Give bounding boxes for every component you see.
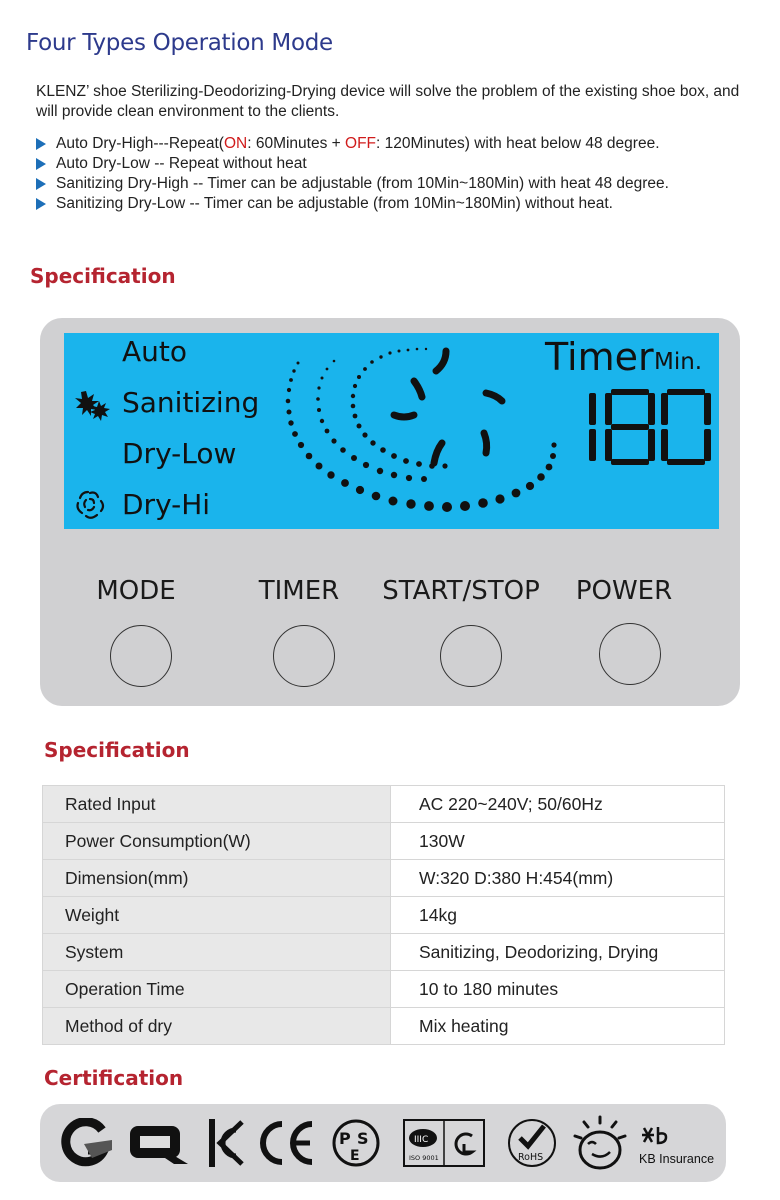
fan-animation-icon xyxy=(274,343,564,528)
table-row xyxy=(43,786,725,823)
iso-text: ISO 9001 xyxy=(409,1154,439,1162)
section-title: Certification xyxy=(44,1066,184,1090)
spec-value: Sanitizing, Deodorizing, Drying xyxy=(391,934,725,971)
pse-mark-logo-icon xyxy=(330,1118,382,1168)
spec-value: 130W xyxy=(391,823,725,860)
q-mark-logo-icon xyxy=(128,1122,192,1166)
spec-key: Rated Input xyxy=(43,786,391,823)
spec-key: Power Consumption(W) xyxy=(43,823,391,860)
table-row xyxy=(43,971,725,1008)
rohs-logo-icon xyxy=(506,1116,558,1170)
page-title: Four Types Operation Mode xyxy=(26,30,333,56)
kc-mark-logo-icon xyxy=(206,1116,246,1170)
pse-e: E xyxy=(350,1148,360,1164)
bullet-triangle-icon xyxy=(36,158,46,170)
power-button-label: POWER xyxy=(575,576,673,606)
bullet-triangle-icon xyxy=(36,198,46,210)
mode-button-label: MODE xyxy=(96,576,176,606)
table-row xyxy=(43,823,725,860)
kb-insurance-text: KB Insurance xyxy=(639,1152,715,1166)
kb-star-logo-icon xyxy=(640,1124,670,1146)
table-row xyxy=(43,934,725,971)
mode-text: Sanitizing Dry-Low -- Timer can be adjustable (from 10Min~180Min) without heat. xyxy=(56,195,613,212)
table-row xyxy=(43,1008,725,1045)
timer-button[interactable] xyxy=(273,625,335,687)
lcd-timer-label: Timer xyxy=(545,335,654,379)
bullet-triangle-icon xyxy=(36,138,46,150)
pse-s: S xyxy=(357,1129,369,1148)
mode-list xyxy=(36,134,669,214)
spec-key: Method of dry xyxy=(43,1008,391,1045)
spec-table xyxy=(42,785,725,1045)
spec-value: 14kg xyxy=(391,897,725,934)
mode-text: Sanitizing Dry-High -- Timer can be adjustable (from 10Min~180Min) with heat 48 degree. xyxy=(56,175,669,192)
spec-value: W:320 D:380 H:454(mm) xyxy=(391,860,725,897)
sanitizing-burst-icon xyxy=(72,389,112,425)
spec-value: AC 220~240V; 50/60Hz xyxy=(391,786,725,823)
iso-9001-logo-icon xyxy=(402,1118,486,1168)
seven-segment-display xyxy=(581,389,711,465)
spec-value: 10 to 180 minutes xyxy=(391,971,725,1008)
ce-mark-logo-icon xyxy=(258,1120,316,1166)
intro-text: KLENZ’ shoe Sterilizing-Deodorizing-Drying device will solve the problem of the existing shoe box, and will provide clean environment to the clients. xyxy=(36,83,740,120)
list-item xyxy=(36,174,669,194)
lcd-mode-auto: Auto xyxy=(122,335,188,368)
spec-key: System xyxy=(43,934,391,971)
smiley-sun-logo-icon xyxy=(572,1114,628,1172)
mode-text: Auto Dry-Low -- Repeat without heat xyxy=(56,155,307,172)
list-item xyxy=(36,194,669,214)
spec-key: Operation Time xyxy=(43,971,391,1008)
lcd-mode-dry-low: Dry-Low xyxy=(122,437,237,470)
table-row xyxy=(43,860,725,897)
list-item xyxy=(36,154,669,174)
pse-p: P xyxy=(339,1129,351,1148)
start-stop-button-label: START/STOP xyxy=(382,576,540,606)
timer-button-label: TIMER xyxy=(258,576,340,606)
table-row xyxy=(43,897,725,934)
mode-button[interactable] xyxy=(110,625,172,687)
rohs-text: RoHS xyxy=(518,1152,544,1163)
section-title: Specification xyxy=(30,264,176,288)
power-button[interactable] xyxy=(599,623,661,685)
g-mark-logo-icon xyxy=(58,1118,114,1168)
lcd-mode-sanitizing: Sanitizing xyxy=(122,386,260,419)
section-title: Specification xyxy=(44,738,190,762)
start-stop-button[interactable] xyxy=(440,625,502,687)
lcd-timer-unit: Min. xyxy=(654,349,703,375)
lcd-display xyxy=(64,333,719,529)
svg-text:IIIC: IIIC xyxy=(414,1135,429,1145)
mode-text: Auto Dry-High---Repeat(ON: 60Minutes + OFF: 120Minutes) with heat below 48 degree. xyxy=(56,135,660,152)
list-item xyxy=(36,134,669,154)
spec-key: Dimension(mm) xyxy=(43,860,391,897)
certification-bar xyxy=(40,1104,726,1182)
spec-key: Weight xyxy=(43,897,391,934)
lcd-mode-dry-hi: Dry-Hi xyxy=(122,488,211,521)
spec-value: Mix heating xyxy=(391,1008,725,1045)
bullet-triangle-icon xyxy=(36,178,46,190)
swirl-fan-icon xyxy=(72,487,108,523)
